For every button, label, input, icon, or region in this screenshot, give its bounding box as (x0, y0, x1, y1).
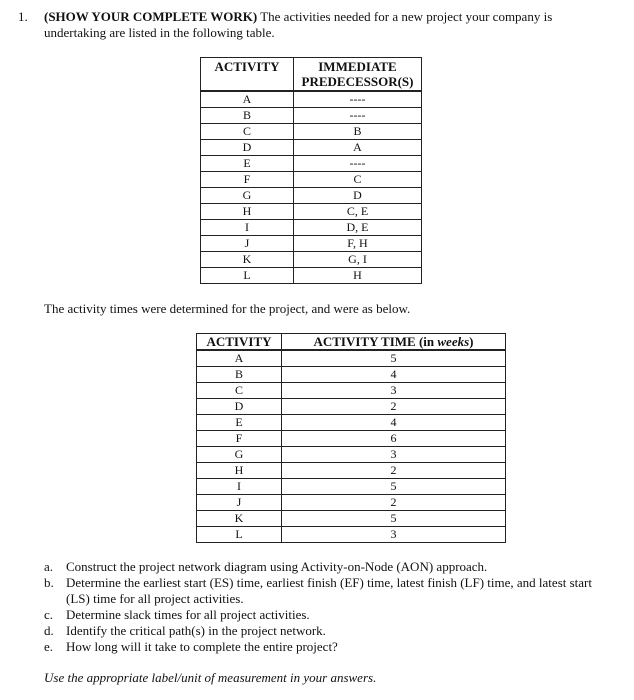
time-header-unit: weeks (437, 334, 470, 349)
time-header-suffix: ) (469, 334, 474, 349)
subquestion-item (44, 607, 614, 623)
subquestion-label: d. (44, 623, 54, 638)
activity-time-cell: 5 (282, 350, 506, 367)
predecessor-cell: G, I (294, 252, 422, 268)
activity-cell: J (197, 495, 282, 511)
time-header-prefix: ACTIVITY TIME (in (313, 334, 438, 349)
predecessor-cell: F, H (294, 236, 422, 252)
activity-time-cell: 5 (282, 479, 506, 495)
activity-cell: C (197, 383, 282, 399)
subquestion-text: Construct the project network diagram using Activity-on-Node (AON) approach. (66, 559, 488, 574)
predecessor-header (294, 58, 422, 92)
subquestion-label: b. (44, 575, 54, 590)
activity-cell: E (201, 156, 294, 172)
predecessor-cell: ---- (294, 156, 422, 172)
table-row (197, 399, 506, 415)
table-row (197, 527, 506, 543)
predecessor-cell: C (294, 172, 422, 188)
predecessor-cell: A (294, 140, 422, 156)
question-text (44, 9, 614, 41)
table-row (201, 252, 422, 268)
activity-cell: K (197, 511, 282, 527)
activity-cell: F (201, 172, 294, 188)
subquestion-text: Determine slack times for all project activities. (66, 607, 310, 622)
predecessor-table (200, 57, 422, 284)
activity-cell: G (201, 188, 294, 204)
subquestion-label: c. (44, 607, 54, 622)
table-row (201, 108, 422, 124)
table-row (201, 124, 422, 140)
predecessor-cell: D (294, 188, 422, 204)
activity-cell: D (201, 140, 294, 156)
subquestion-item (44, 559, 614, 575)
predecessor-cell: B (294, 124, 422, 140)
activity-cell: I (197, 479, 282, 495)
question-number: 1. (18, 9, 28, 24)
activity-cell: H (201, 204, 294, 220)
table-row (201, 91, 422, 108)
subquestion-text: Identify the critical path(s) in the project network. (66, 623, 326, 638)
subquestion-item (44, 639, 614, 655)
predecessor-table-body (201, 91, 422, 284)
subquestion-label: e. (44, 639, 54, 654)
predecessor-cell: H (294, 268, 422, 284)
table-row (197, 431, 506, 447)
activity-cell: B (197, 367, 282, 383)
activity-cell: A (197, 350, 282, 367)
activity-cell: A (201, 91, 294, 108)
table-row (197, 415, 506, 431)
activity-cell: L (197, 527, 282, 543)
table-row (201, 204, 422, 220)
activity-cell: F (197, 431, 282, 447)
activity-header: ACTIVITY (201, 58, 294, 92)
activity-time-cell: 5 (282, 511, 506, 527)
activity-cell: K (201, 252, 294, 268)
activity-time-cell: 2 (282, 463, 506, 479)
subquestion-list (44, 559, 614, 655)
activity-time-header (282, 334, 506, 351)
table-row (197, 495, 506, 511)
question-body: The activities needed for a new project your company is undertaking are listed in the following table. (44, 9, 553, 40)
activity-time-table (196, 333, 506, 543)
subquestion-text: Determine the earliest start (ES) time, earliest finish (EF) time, latest finish (LF) time, and latest start (LS) time for all project activities. (66, 575, 592, 606)
table-row (197, 447, 506, 463)
subquestion-item (44, 623, 614, 639)
activity-header: ACTIVITY (197, 334, 282, 351)
activity-cell: L (201, 268, 294, 284)
question-bold-lead: (SHOW YOUR COMPLETE WORK) (44, 9, 258, 24)
activity-cell: B (201, 108, 294, 124)
table-row (201, 268, 422, 284)
subquestion-text: How long will it take to complete the entire project? (66, 639, 338, 654)
table-row (197, 511, 506, 527)
predecessor-cell: ---- (294, 108, 422, 124)
activity-times-intro: The activity times were determined for the project, and were as below. (44, 301, 411, 316)
activity-cell: D (197, 399, 282, 415)
activity-cell: I (201, 220, 294, 236)
activity-time-cell: 2 (282, 495, 506, 511)
activity-time-cell: 2 (282, 399, 506, 415)
activity-time-cell: 4 (282, 415, 506, 431)
table-row (197, 367, 506, 383)
activity-time-cell: 3 (282, 383, 506, 399)
subquestion-label: a. (44, 559, 54, 574)
predecessor-cell: D, E (294, 220, 422, 236)
table-row (201, 172, 422, 188)
activity-cell: G (197, 447, 282, 463)
table-row (197, 350, 506, 367)
table-row (201, 156, 422, 172)
predecessor-cell: ---- (294, 91, 422, 108)
table-row (197, 383, 506, 399)
predecessor-cell: C, E (294, 204, 422, 220)
table-row (197, 479, 506, 495)
activity-time-cell: 6 (282, 431, 506, 447)
activity-time-cell: 3 (282, 447, 506, 463)
activity-time-table-body (197, 350, 506, 543)
table-row (201, 236, 422, 252)
activity-time-cell: 3 (282, 527, 506, 543)
table-row (201, 188, 422, 204)
predecessor-header-line2: PREDECESSOR(S) (301, 74, 414, 89)
activity-cell: C (201, 124, 294, 140)
activity-cell: E (197, 415, 282, 431)
predecessor-header-line1: IMMEDIATE (318, 59, 397, 74)
table-row (201, 140, 422, 156)
subquestion-item (44, 575, 614, 607)
table-row (197, 463, 506, 479)
activity-cell: H (197, 463, 282, 479)
footer-note: Use the appropriate label/unit of measurement in your answers. (44, 670, 377, 685)
table-row (201, 220, 422, 236)
activity-time-cell: 4 (282, 367, 506, 383)
activity-cell: J (201, 236, 294, 252)
